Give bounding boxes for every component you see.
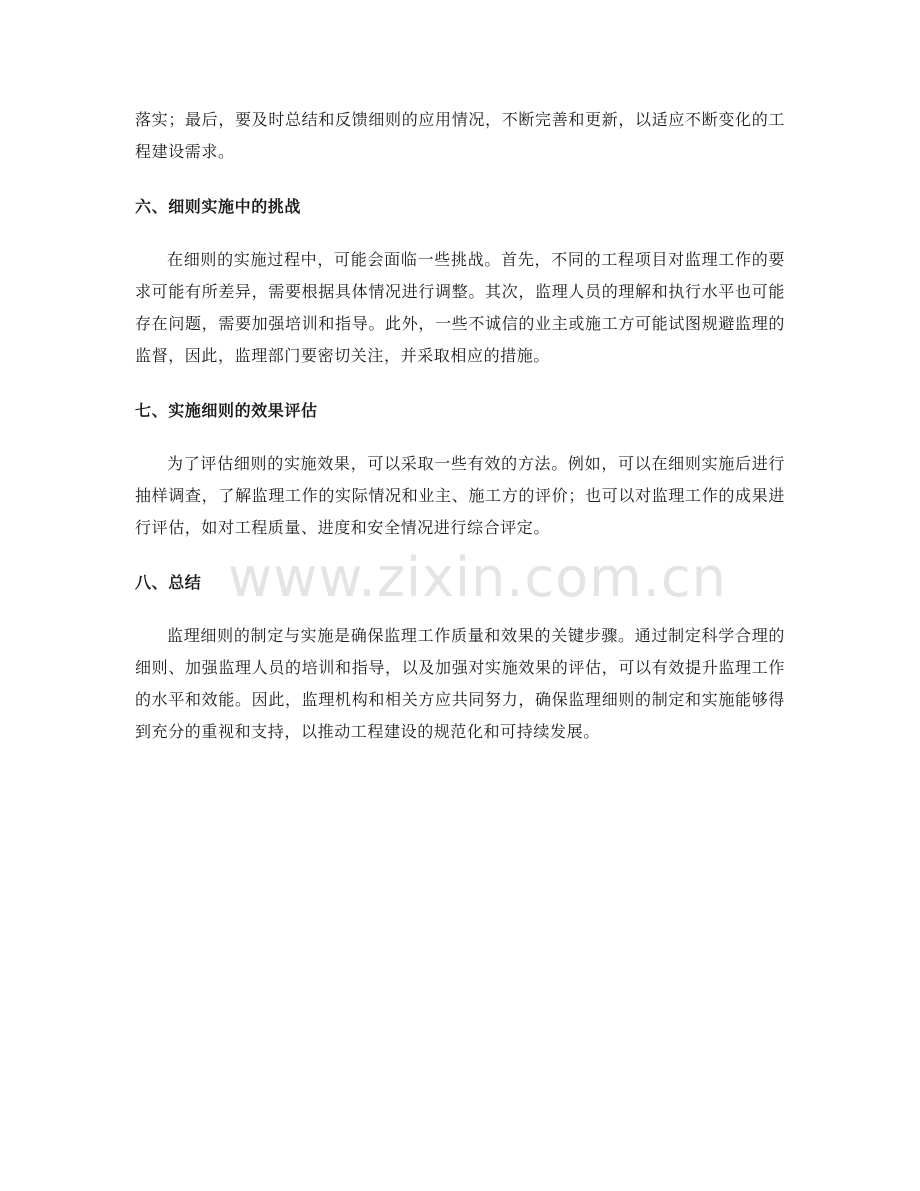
section-6-heading: 六、细则实施中的挑战 [135,197,302,216]
section-6-paragraph: 在细则的实施过程中，可能会面临一些挑战。首先，不同的工程项目对监理工作的要求可能有所差异，需要根据具体情况进行调整。其次，监理人员的理解和执行水平也可能存在问题，需要加强培训和指导。此外，一些不诚信的业主或施工方可能试图规避监理的监督，因此，监理部门要密切关注，并采取相应的措施。 [135,250,785,365]
section-8-paragraph: 监理细则的制定与实施是确保监理工作质量和效果的关键步骤。通过制定科学合理的细则、加强监理人员的培训和指导，以及加强对实施效果的评估，可以有效提升监理工作的水平和效能。因此，监理机构和相关方应共同努力，确保监理细则的制定和实施能够得到充分的重视和支持，以推动工程建设的规范化和可持续发展。 [135,626,785,741]
intro-continuation-paragraph: 落实；最后，要及时总结和反馈细则的应用情况，不断完善和更新，以适应不断变化的工程建设需求。 [135,110,785,161]
document-body [135,104,785,748]
section-7-paragraph: 为了评估细则的实施效果，可以采取一些有效的方法。例如，可以在细则实施后进行抽样调查，了解监理工作的实际情况和业主、施工方的评价；也可以对监理工作的成果进行评估，如对工程质量、进度和安全情况进行综合评定。 [135,454,785,537]
section-7-heading: 七、实施细则的效果评估 [135,401,318,420]
watermark-text: www.zixin.com.cn [228,546,727,609]
section-8-heading: 八、总结 [135,573,202,592]
